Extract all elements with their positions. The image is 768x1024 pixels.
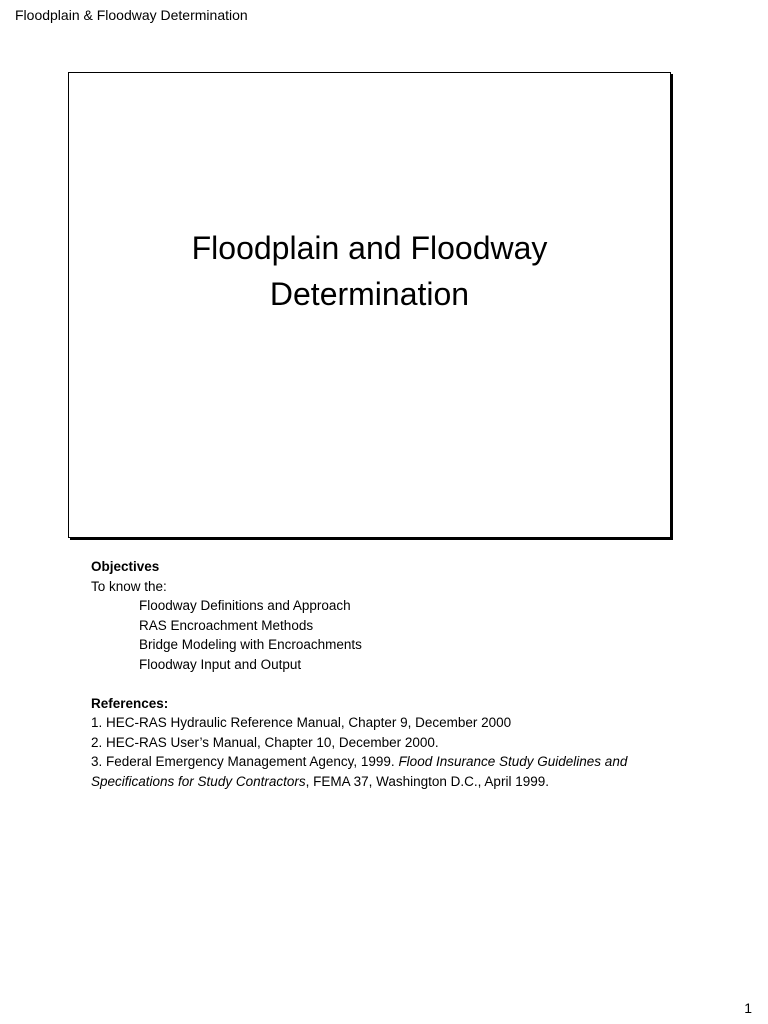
slide-title-line-2: Determination [269, 276, 470, 312]
reference-item-3 [91, 752, 711, 791]
page-header-title: Floodplain & Floodway Determination [15, 7, 248, 23]
reference-3-title-part-1: Flood Insurance Study Guidelines and [398, 754, 628, 770]
objectives-heading: Objectives [91, 559, 160, 574]
reference-3-suffix: , FEMA 37, Washington D.C., April 1999. [305, 773, 549, 789]
reference-item: 2. HEC-RAS User’s Manual, Chapter 10, December 2000. [91, 734, 439, 750]
objectives-intro: To know the: [91, 578, 167, 594]
slide-title [69, 225, 670, 317]
reference-item: 1. HEC-RAS Hydraulic Reference Manual, Chapter 9, December 2000 [91, 715, 512, 731]
slide-notes [91, 557, 711, 792]
reference-3-title-part-2: Specifications for Study Contractors [91, 773, 306, 789]
section-spacer [91, 675, 711, 694]
objective-item: RAS Encroachment Methods [139, 617, 314, 633]
objective-item: Floodway Definitions and Approach [139, 598, 351, 614]
objective-item: Floodway Input and Output [139, 656, 302, 672]
references-heading: References: [91, 695, 169, 711]
slide-thumbnail [68, 72, 671, 538]
objective-item: Bridge Modeling with Encroachments [139, 637, 362, 653]
slide-title-line-1: Floodplain and Floodway [191, 230, 548, 266]
reference-3-prefix: 3. Federal Emergency Management Agency, 1999. [91, 754, 399, 770]
page-number: 1 [744, 1000, 752, 1016]
